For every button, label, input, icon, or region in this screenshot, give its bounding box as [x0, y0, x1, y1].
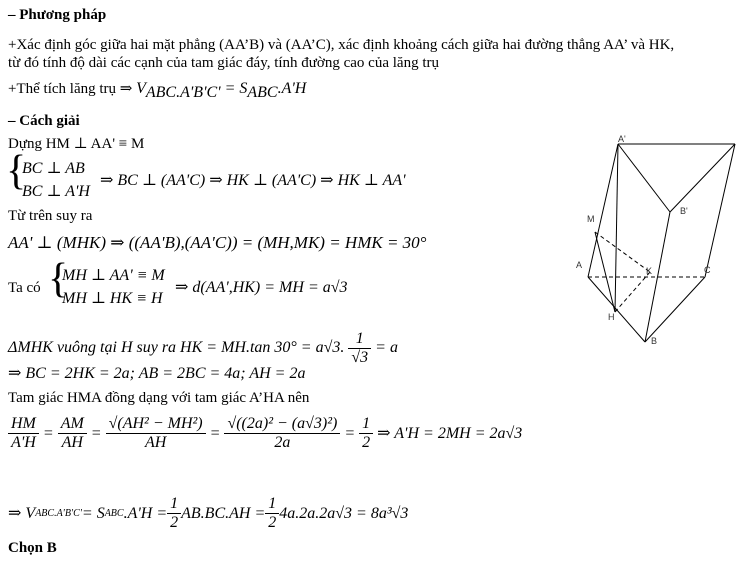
brace-2: {	[48, 256, 69, 302]
system2-conclusion: ⇒ d(AA',HK) = MH = a√3	[175, 279, 348, 296]
edge-b-c	[645, 277, 705, 342]
similarity-equation: $\frac{HM}{A'H}$ = $\frac{AM}{AH}$ = $\frac{\text{√(AH² − MH²)}}{AH}$ = $\frac{\text{√((2a)² − (a√3)²)}}{2a}$ = $\frac{1}{2}$ ⇒ A'H = 2MH = 2a√3	[8, 415, 522, 452]
edge-a1-b1	[618, 144, 670, 212]
ta-co-label: Ta có	[8, 280, 41, 296]
system2-row1: MH ⊥ AA' ≡ M	[62, 267, 165, 284]
brace-1: {	[6, 148, 27, 194]
segment-m-h	[595, 232, 615, 312]
edge-a1-a	[588, 144, 618, 277]
system1-row1: BC ⊥ AB	[22, 160, 85, 177]
solution-step-4: Từ trên suy ra	[8, 208, 93, 224]
segment-h-k	[615, 272, 650, 312]
system1-row2: BC ⊥ A'H	[22, 183, 90, 200]
fraction-one-over-sqrt3: $\frac{1}{√3}$	[348, 330, 371, 367]
method-line-2: từ đó tính độ dài các cạnh của tam giác đáy, tính đường cao của lăng trụ	[8, 55, 439, 71]
label-h: H	[608, 312, 615, 322]
volume-equation: ⇒ V ABC.A'B'C' = S ABC .A'H = $\frac{1}{2}$ AB.BC.AH = $\frac{1}{2}$ 4a.2a.2a√3 = 8a³√3	[8, 495, 409, 531]
angle-equation: AA' ⊥ (MHK) ⇒ ((AA'B),(AA'C)) = (MH,MK) = HMK = 30°	[8, 233, 427, 252]
similar-triangles-line: Tam giác HMA đồng dạng với tam giác A’HA nên	[8, 390, 310, 406]
answer: Chọn B	[8, 540, 57, 556]
label-k: K	[646, 266, 653, 276]
method-line-1: +Xác định góc giữa hai mặt phẳng (AA’B) và (AA’C), xác định khoảng cách giữa hai đường thẳng AA’ và HK,	[8, 37, 675, 53]
label-c: C	[704, 265, 711, 275]
edge-a-b	[588, 277, 645, 342]
label-a-prime: A'	[618, 134, 626, 144]
side-lengths: ⇒ BC = 2HK = 2a; AB = 2BC = 4a; AH = 2a	[8, 365, 306, 382]
triangle-mhk-line: ΔMHK vuông tại H suy ra HK = MH.tan 30° = a√3. $\frac{1}{√3}$ = a	[8, 330, 398, 366]
label-b-prime: B'	[680, 206, 688, 216]
label-a: A	[576, 260, 583, 270]
system2-row2: MH ⊥ HK ≡ H	[62, 290, 163, 307]
system1-conclusion: ⇒ BC ⊥ (AA'C) ⇒ HK ⊥ (AA'C) ⇒ HK ⊥ AA'	[100, 172, 406, 189]
label-m: M	[587, 214, 595, 224]
prism-figure	[570, 132, 740, 352]
edge-a1-h	[615, 144, 618, 312]
section-title-solution: – Cách giải	[8, 113, 80, 129]
solution-step-1: Dựng HM ⊥ AA' ≡ M	[8, 136, 145, 152]
section-title-method: – Phương pháp	[8, 7, 107, 23]
method-line-3: +Thể tích lăng trụ ⇒ $V_{ABC.A'B'C'} = S_{ABC}.A'H$	[8, 80, 307, 101]
edge-b1-c1	[670, 144, 735, 212]
edge-c1-c	[705, 144, 735, 277]
label-b: B	[651, 336, 658, 346]
